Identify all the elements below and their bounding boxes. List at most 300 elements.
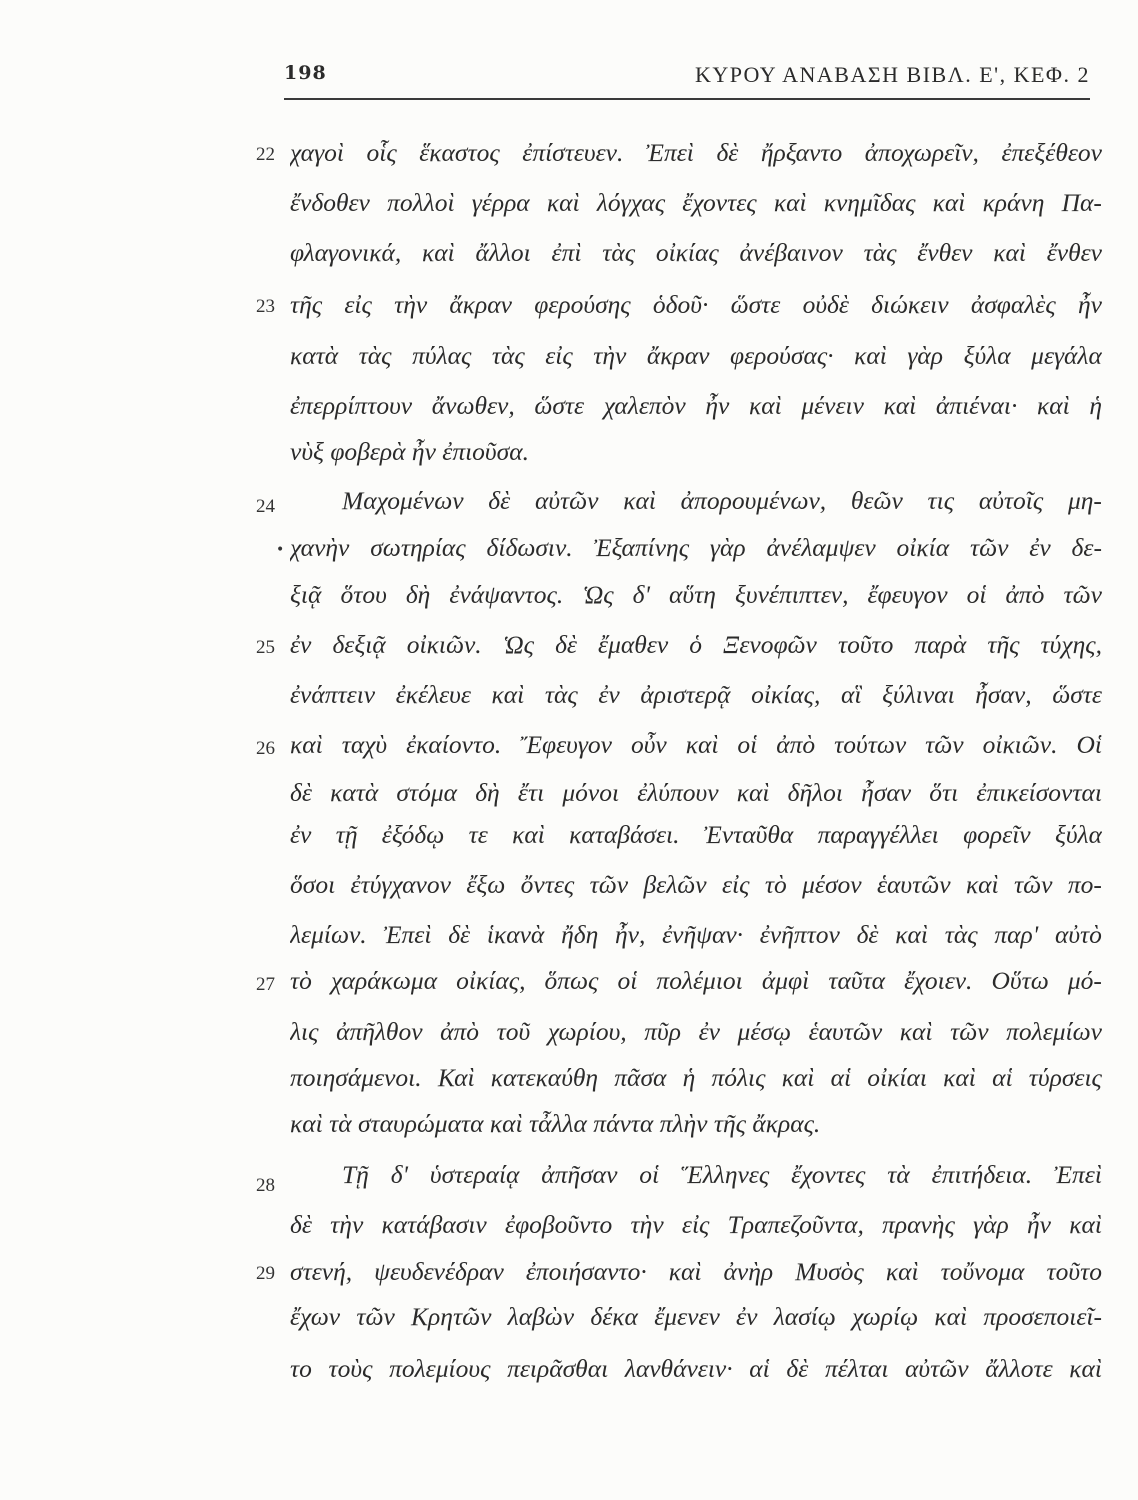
word: τὴν [394, 290, 428, 319]
word: καὶ [854, 341, 887, 370]
section-number-26: 26 [256, 738, 275, 759]
word: πᾶσα [614, 1063, 667, 1092]
word: οἷς [366, 138, 397, 167]
word: οἱ [617, 966, 638, 995]
word: χανὴν [290, 533, 350, 562]
word: στενή, [290, 1257, 353, 1286]
word: ἐν [1029, 533, 1051, 562]
word: καὶ [512, 820, 545, 849]
word: πολεμίους [389, 1354, 491, 1383]
word: λις [290, 1017, 319, 1046]
word: ἦν [1077, 290, 1102, 319]
text-line: νὺξ φοβερὰ ἦν ἐπιοῦσα. [290, 437, 529, 466]
word: λασίῳ [773, 1302, 836, 1331]
word: ξύλα [963, 341, 1011, 370]
word: Καὶ [437, 1063, 475, 1092]
word: προσεποιεῖ- [983, 1302, 1102, 1331]
word: λαβὼν [507, 1302, 575, 1331]
word: μεγάλα [1031, 341, 1102, 370]
text-line [290, 188, 1102, 228]
word: μέσον [802, 870, 862, 899]
word: ἐφοβοῦντο [505, 1210, 613, 1239]
word: Ὡς [582, 580, 614, 609]
word: δ' [632, 580, 650, 609]
word: ὑστεραίᾳ [429, 1160, 520, 1189]
word: Ἐξαπίνης [593, 533, 690, 562]
word: αὐτῶν [905, 1354, 969, 1383]
word: ἀνέλαμψεν [766, 533, 876, 562]
word: πύλας [412, 341, 472, 370]
word: ἐκαίοντο. [406, 730, 502, 759]
word: ἦσαν, [975, 680, 1032, 709]
word: ἐπεξέθεον [1001, 138, 1102, 167]
word: μένειν [801, 391, 864, 420]
word: αὐτοῖς [978, 486, 1044, 515]
text-line [290, 1160, 1102, 1200]
word: ἦν [705, 391, 730, 420]
word: λόγχας [596, 188, 666, 217]
word: ἐπίστευεν. [522, 138, 624, 167]
word: παρ' [994, 920, 1039, 949]
word: Οἱ [1076, 730, 1102, 759]
word: ἔνδοθεν [290, 188, 370, 217]
word: καὶ [685, 730, 719, 759]
word: τῆς [987, 630, 1020, 659]
text-line [290, 680, 1102, 720]
word: ἀμφὶ [761, 966, 810, 995]
text-line [290, 966, 1102, 1006]
word: οἰκιῶν. [406, 630, 482, 659]
word: εἰς [721, 870, 750, 899]
text-line [290, 820, 1102, 860]
word: ψευδενέδραν [374, 1257, 504, 1286]
word: ἀπὸ [776, 730, 816, 759]
text-line [290, 1302, 1102, 1342]
word: δὴ [405, 580, 431, 609]
word: καὶ [993, 238, 1026, 267]
word: χαράκωμα [330, 966, 438, 995]
word: καὶ [885, 1257, 919, 1286]
word: αἱ [830, 1063, 852, 1092]
word: χωρίῳ [852, 1302, 919, 1331]
word: ξυνέπιπτεν, [734, 580, 849, 609]
word: καὶ [899, 1017, 933, 1046]
word: δὴ [475, 778, 500, 807]
word: μέσῳ [737, 1017, 791, 1046]
word: αὕτη [669, 580, 716, 609]
word: ἕκαστος [419, 138, 500, 167]
word: δε- [1071, 533, 1102, 562]
word: Ἐπεὶ [645, 138, 694, 167]
word: το [290, 1354, 312, 1383]
word: ἐν [598, 680, 620, 709]
word: τὴν [630, 1210, 664, 1239]
word: ἐξόδῳ [381, 820, 445, 849]
word: εἰς [545, 341, 573, 370]
word: ἔχοντες [791, 1160, 866, 1189]
text-line [290, 920, 1102, 960]
word: ἐν [698, 1017, 720, 1046]
page-number: 198 [284, 62, 327, 84]
word: παρὰ [914, 630, 967, 659]
word: καὶ [290, 730, 323, 759]
section-number-28: 28 [256, 1175, 275, 1196]
word: δέκα [590, 1302, 638, 1331]
word: τοῦτο [1046, 1257, 1102, 1286]
word: ἐνῆπτον [759, 920, 840, 949]
word: ὥστε [534, 391, 585, 420]
word: λεμίων. [290, 920, 367, 949]
word: οἰκίας [655, 238, 719, 267]
word: καὶ [943, 1063, 976, 1092]
word: ἐποιήσαντο· [525, 1257, 647, 1286]
word: ὅπως [544, 966, 599, 995]
word: καὶ [895, 920, 928, 949]
word: κράνη [982, 188, 1045, 217]
word: Τραπεζοῦντα, [727, 1210, 864, 1239]
word: ἀριστερᾷ [640, 680, 731, 709]
word: ὥστε [1052, 680, 1102, 709]
word: καὶ [1037, 391, 1070, 420]
word: ἄκραν [449, 290, 512, 319]
word: ἑαυτῶν [808, 1017, 883, 1046]
word: οἰκία [896, 533, 950, 562]
word: γὰρ [973, 1210, 1009, 1239]
word: καὶ [546, 188, 580, 217]
word: τύχης, [1040, 630, 1102, 659]
word: χωρίου, [547, 1017, 627, 1046]
word: ἔχοντες [682, 188, 757, 217]
word: Μαχομένων [342, 486, 464, 515]
word: ὅσοι [290, 870, 336, 899]
word: Ὡς [502, 630, 534, 659]
word: ἀπὸ [440, 1017, 480, 1046]
word: δὲ [290, 1210, 312, 1239]
word: ἐνάψαντος. [449, 580, 564, 609]
word: ὁ [689, 630, 702, 659]
word: κατάβασιν [381, 1210, 487, 1239]
word: λανθάνειν· [624, 1354, 733, 1383]
word: τῆς [290, 290, 323, 319]
text-line [290, 870, 1102, 910]
word: ἐν [290, 820, 312, 849]
text-line [290, 290, 1102, 330]
word: δῆλοι [787, 778, 843, 807]
word: καὶ [932, 188, 966, 217]
word: οἱ [737, 730, 758, 759]
word: ξιᾷ [290, 580, 322, 609]
word: οὖν [630, 730, 667, 759]
word: ἔνθεν [917, 238, 973, 267]
word: σωτηρίας [370, 533, 466, 562]
word: τοῦ [496, 1017, 531, 1046]
word: καὶ [1069, 1354, 1102, 1383]
word: γέρρα [471, 188, 530, 217]
word: τοῦτο [837, 630, 894, 659]
running-title: ΚΥΡΟΥ ΑΝΑΒΑΣΗ ΒΙΒΛ. Ε', ΚΕΦ. 2 [694, 62, 1090, 87]
word: τοὺς [328, 1354, 373, 1383]
word: ἀπὸ [1005, 580, 1045, 609]
word: ἐτύγχανον [350, 870, 451, 899]
word: δ' [390, 1160, 409, 1189]
word: αἱ [992, 1063, 1013, 1092]
word: ἐνάπτειν [290, 680, 376, 709]
section-number-25: 25 [256, 637, 275, 658]
word: καὶ [421, 238, 455, 267]
word: κατὰ [290, 341, 339, 370]
word: ἔχοιεν. [904, 966, 973, 995]
word: ἀπῆσαν [541, 1160, 618, 1189]
word: τὰς [491, 341, 525, 370]
word: χαγοὶ [290, 138, 344, 167]
word: τὰς [602, 238, 636, 267]
word: μη- [1067, 486, 1102, 515]
word: ὅτι [929, 778, 959, 807]
word: τῶν [356, 1302, 395, 1331]
word: δὲ [555, 630, 577, 659]
word: τὸ [764, 870, 787, 899]
word: ἔχων [290, 1302, 341, 1331]
word: τῶν [969, 533, 1009, 562]
text-line [290, 1354, 1102, 1394]
word: τῶν [589, 870, 629, 899]
section-number-29: 29 [256, 1263, 275, 1284]
word: μό- [1067, 966, 1102, 995]
word: οἱ [966, 580, 987, 609]
word: καὶ [773, 188, 807, 217]
text-line [290, 1063, 1102, 1103]
word: καὶ [491, 680, 525, 709]
word: τὴν [593, 341, 627, 370]
word: καὶ [1069, 1210, 1102, 1239]
word: πειρᾶσθαι [507, 1354, 609, 1383]
word: δὲ [856, 920, 879, 949]
word: φορεῖν [963, 820, 1031, 849]
word: πολεμίων [1006, 1017, 1102, 1046]
word: πρανὴς [882, 1210, 955, 1239]
word: τῶν [925, 730, 964, 759]
word: ἔμενεν [654, 1302, 720, 1331]
word: ἐπικείσονται [976, 778, 1102, 807]
word: ξύλιναι [882, 680, 955, 709]
word: Ἐπεὶ [383, 920, 432, 949]
text-line [290, 341, 1102, 381]
word: Κρητῶν [411, 1302, 492, 1331]
text-line [290, 1257, 1102, 1297]
word: πόλις [711, 1063, 766, 1092]
section-number-22: 22 [256, 144, 275, 165]
word: πολλοὶ [387, 188, 455, 217]
word: Μυσὸς [795, 1257, 864, 1286]
word: καὶ [781, 1063, 815, 1092]
word: εἰς [681, 1210, 710, 1239]
text-line: καὶ τὰ σταυρώματα καὶ τἆλλα πάντα πλὴν τῆς ἄκρας. [290, 1109, 821, 1138]
word: ταχὺ [341, 730, 388, 759]
word: ἦν, [614, 920, 646, 949]
word: τὰς [544, 680, 578, 709]
word: τὸ [290, 966, 312, 995]
word: καὶ [623, 486, 656, 515]
word: ἀπιέναι· [935, 391, 1018, 420]
word: ἦσαν [861, 778, 912, 807]
word: τὰ [887, 1160, 910, 1189]
word: οἰκίας, [456, 966, 526, 995]
text-line [290, 1017, 1102, 1057]
word: δεξιᾷ [332, 630, 386, 659]
word: ἄλλοι [475, 238, 531, 267]
word: μόνοι [562, 778, 620, 807]
word: τὰς [358, 341, 392, 370]
word: πολέμιοι [656, 966, 743, 995]
word: δίδωσιν. [486, 533, 573, 562]
word: τε [468, 820, 488, 849]
word: κατεκαύθη [490, 1063, 599, 1092]
section-number-24: 24 [256, 496, 275, 517]
word: κατὰ [330, 778, 379, 807]
word: ἱκανὰ [486, 920, 545, 949]
word: ἑαυτῶν [876, 870, 951, 899]
word: οἰκίαι [867, 1063, 927, 1092]
word: τοὔνομα [940, 1257, 1025, 1286]
text-line [290, 630, 1102, 670]
word: Ἐπεὶ [1053, 1160, 1102, 1189]
word: ἄνωθεν, [431, 391, 515, 420]
word: φερούσης [534, 290, 631, 319]
word: τις [927, 486, 955, 515]
word: οἰκιῶν. [982, 730, 1058, 759]
word: αὐτῶν [534, 486, 599, 515]
word: τῶν [950, 1017, 989, 1046]
word: ὅτου [340, 580, 387, 609]
word: πο- [1067, 870, 1102, 899]
word: δὲ [488, 486, 511, 515]
word: τούτων [834, 730, 907, 759]
word: ὄντες [520, 870, 575, 899]
word: τὰς [944, 920, 978, 949]
word: Ἔφευγον [520, 730, 612, 759]
word: καὶ [668, 1257, 702, 1286]
text-line [290, 1210, 1102, 1250]
word: ἐν [290, 630, 312, 659]
text-line [290, 391, 1102, 431]
word: ξύλα [1054, 820, 1102, 849]
word: τὴν [330, 1210, 364, 1239]
word: φλαγονικά, [290, 238, 402, 267]
word: ἡ [682, 1063, 696, 1092]
text-line [290, 138, 1102, 178]
word: πῦρ [644, 1017, 681, 1046]
word: γὰρ [709, 533, 746, 562]
word: ἀνὴρ [723, 1257, 774, 1286]
section-number-27: 27 [256, 974, 275, 995]
word: ἀποχωρεῖν, [864, 138, 979, 167]
word: δὲ [716, 138, 739, 167]
word: θεῶν [850, 486, 903, 515]
word: ἀπῆλθον [336, 1017, 423, 1046]
word: ἦν [1027, 1210, 1051, 1239]
word: τύρσεις [1028, 1063, 1102, 1092]
word: ὁδοῦ· [652, 290, 709, 319]
word: διώκειν [871, 290, 949, 319]
word: καὶ [748, 391, 782, 420]
word: ἀνέβαινον [739, 238, 843, 267]
word: πέλται [824, 1354, 889, 1383]
word: τῶν [1063, 580, 1102, 609]
word: ἀπορουμένων, [680, 486, 827, 515]
word: στόμα [396, 778, 458, 807]
word: ἔξω [466, 870, 506, 899]
word: ἔμαθεν [598, 630, 669, 659]
word: ἐν [736, 1302, 758, 1331]
word: οὐδὲ [802, 290, 849, 319]
word: οἰκίας, [751, 680, 821, 709]
page-header [284, 58, 1090, 100]
word: φερούσας· [730, 341, 834, 370]
word: Τῇ [342, 1160, 369, 1189]
word: Πα- [1061, 188, 1102, 217]
word: ἐνῆψαν· [662, 920, 744, 949]
word: Ἕλληνες [680, 1160, 770, 1189]
margin-bullet: • [276, 542, 285, 558]
word: ἐπιτήδεια. [931, 1160, 1033, 1189]
word: ἤδη [561, 920, 599, 949]
word: ἤρξαντο [760, 138, 843, 167]
word: ποιησάμενοι. [290, 1063, 422, 1092]
word: ἀσφαλὲς [970, 290, 1056, 319]
word: τῶν [1014, 870, 1053, 899]
word: αἳ [841, 680, 862, 709]
text-line [290, 238, 1102, 278]
word: γὰρ [907, 341, 944, 370]
word: ἔφευγον [867, 580, 948, 609]
word: ἄκραν [646, 341, 710, 370]
word: καὶ [934, 1302, 968, 1331]
word: αἱ [749, 1354, 770, 1383]
word: τῇ [335, 820, 358, 849]
word: αὐτὸ [1054, 920, 1102, 949]
word: εἰς [344, 290, 372, 319]
word: δὲ [448, 920, 471, 949]
word: οἱ [639, 1160, 660, 1189]
text-line [290, 730, 1102, 770]
word: βελῶν [643, 870, 707, 899]
text-line [290, 486, 1102, 526]
word: ἐπὶ [551, 238, 582, 267]
word: καὶ [965, 870, 999, 899]
text-line [290, 778, 1102, 818]
word: κνημῖδας [823, 188, 916, 217]
word: τὰς [863, 238, 897, 267]
section-number-23: 23 [256, 296, 275, 317]
word: ἄλλοτε [985, 1354, 1053, 1383]
word: Ἐνταῦθα [703, 820, 794, 849]
word: ὥστε [730, 290, 781, 319]
word: δὲ [290, 778, 312, 807]
word: ταῦτα [828, 966, 886, 995]
word: ἡ [1089, 391, 1102, 420]
word: ἐλύπουν [637, 778, 719, 807]
word: ἐκέλευε [395, 680, 471, 709]
word: παραγγέλλει [817, 820, 939, 849]
word: καὶ [736, 778, 770, 807]
word: Ξενοφῶν [723, 630, 817, 659]
word: καταβάσει. [569, 820, 680, 849]
word: ἔνθεν [1046, 238, 1102, 267]
word: χαλεπὸν [603, 391, 686, 420]
word: δὲ [786, 1354, 809, 1383]
word: ἐπερρίπτουν [290, 391, 413, 420]
word: ἔτι [517, 778, 545, 807]
